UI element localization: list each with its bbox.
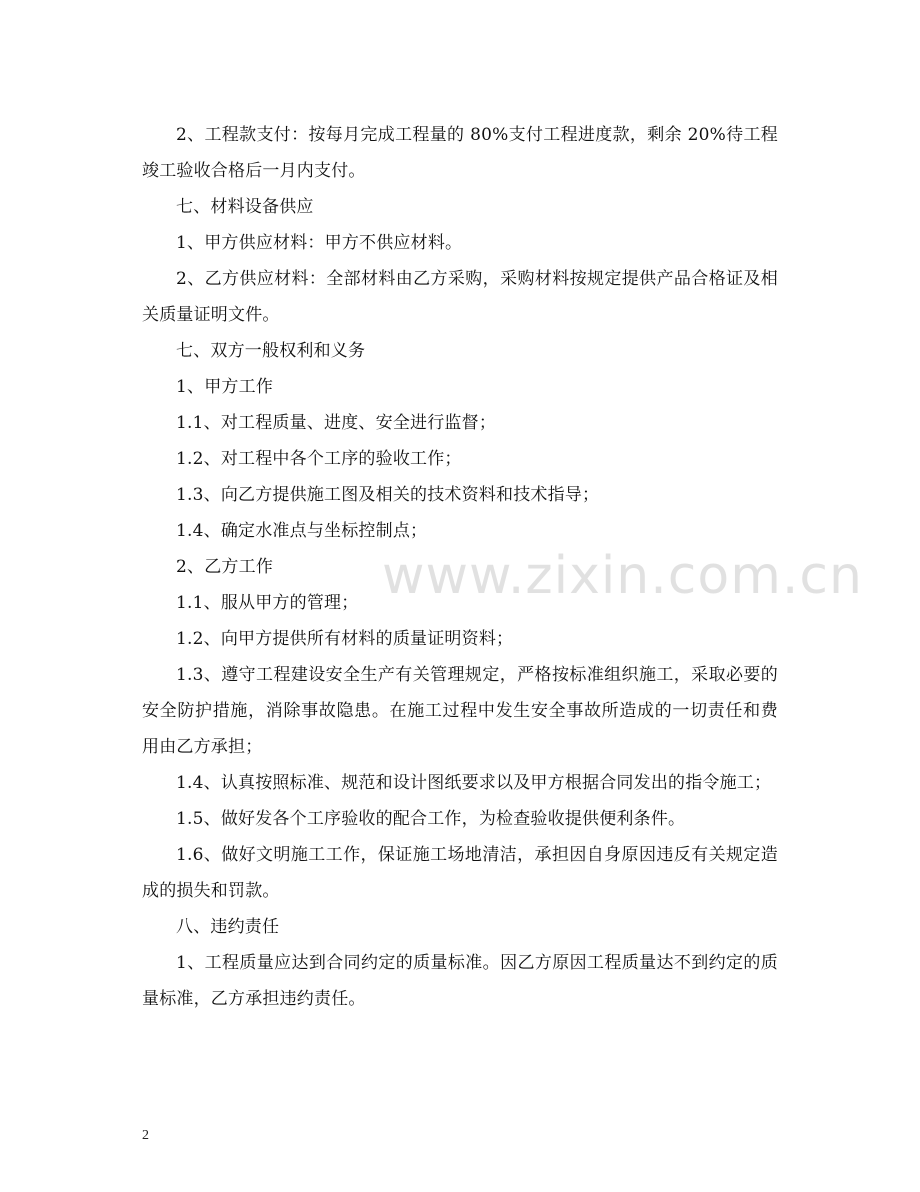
list-item: 1.2、对工程中各个工序的验收工作；: [176, 449, 462, 469]
page-number: 2: [142, 1128, 149, 1143]
list-item: 1.6、做好文明施工工作，保证施工场地清洁，承担因自身原因违反有关规定造成的损失和罚款。: [142, 845, 778, 901]
list-item: 1.4、认真按照标准、规范和设计图纸要求以及甲方根据合同发出的指令施工；: [176, 773, 772, 793]
paragraph: 1、甲方供应材料：甲方不供应材料。: [176, 233, 463, 253]
list-item: 1.5、做好发各个工序验收的配合工作，为检查验收提供便利条件。: [176, 809, 686, 829]
watermark: www.zixin.com.cn: [382, 546, 863, 606]
paragraph: 1、工程质量应达到合同约定的质量标准。因乙方原因工程质量达不到约定的质量标准，乙方承担违约责任。: [142, 953, 778, 1009]
section-heading: 七、双方一般权利和义务: [176, 341, 366, 361]
subsection-heading: 1、甲方工作: [176, 377, 274, 397]
list-item: 1.2、向甲方提供所有材料的质量证明资料；: [176, 629, 514, 649]
list-item: 1.3、向乙方提供施工图及相关的技术资料和技术指导；: [176, 485, 600, 505]
list-item: 1.1、对工程质量、进度、安全进行监督；: [176, 413, 497, 433]
list-item: 1.1、服从甲方的管理；: [176, 593, 359, 613]
paragraph: 2、乙方供应材料：全部材料由乙方采购，采购材料按规定提供产品合格证及相关质量证明文件。: [142, 269, 778, 325]
section-heading: 七、材料设备供应: [176, 197, 314, 217]
list-item: 1.3、遵守工程建设安全生产有关管理规定，严格按标准组织施工，采取必要的安全防护措施，消除事故隐患。在施工过程中发生安全事故所造成的一切责任和费用由乙方承担；: [142, 665, 778, 757]
subsection-heading: 2、乙方工作: [176, 557, 274, 577]
list-item: 1.4、确定水准点与坐标控制点；: [176, 521, 428, 541]
paragraph: 2、工程款支付：按每月完成工程量的 80%支付工程进度款，剩余 20%待工程竣工验收合格后一月内支付。: [142, 125, 778, 181]
section-heading: 八、违约责任: [176, 917, 280, 937]
